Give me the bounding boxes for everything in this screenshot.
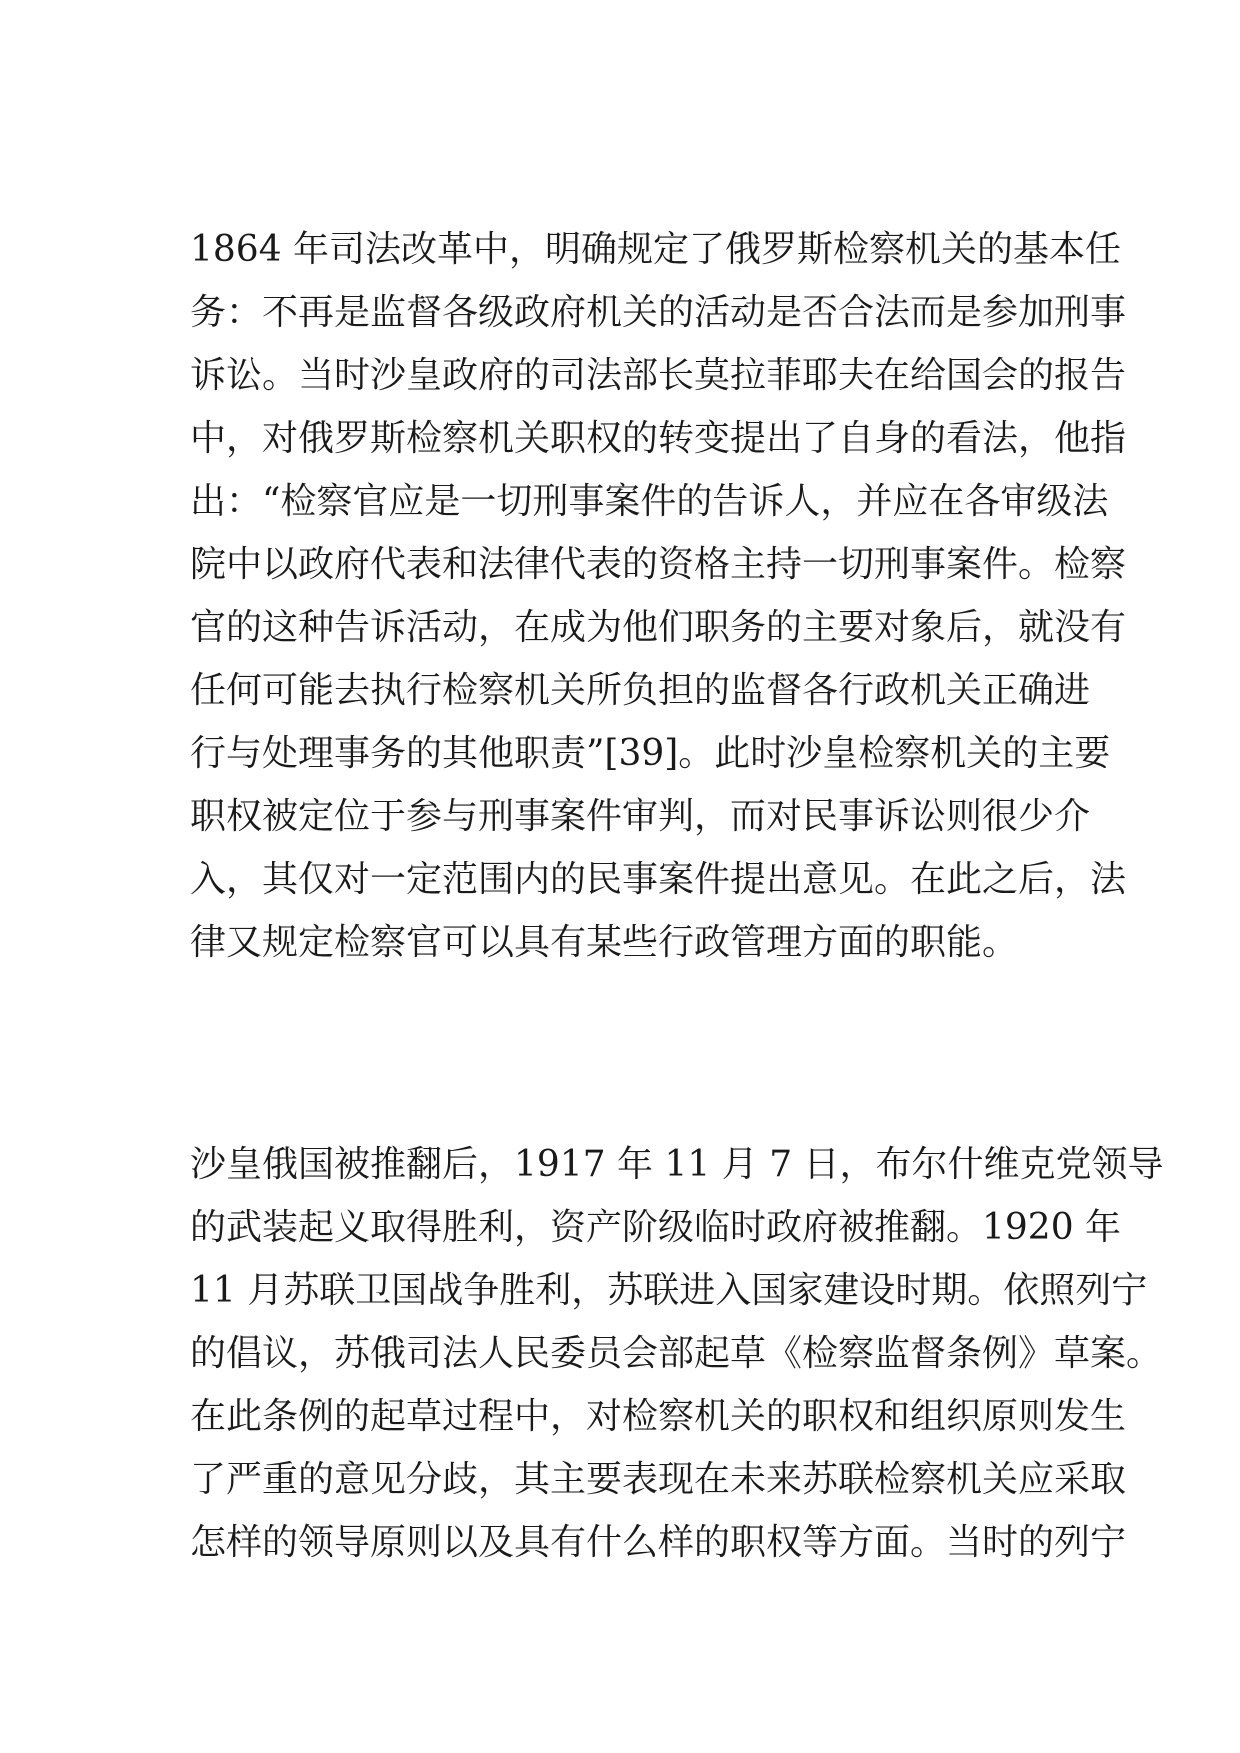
text-line: 行与处理事务的其他职责”[39]。此时沙皇检察机关的主要 — [190, 733, 1111, 774]
text-line: 的武装起义取得胜利，资产阶级临时政府被推翻。1920 年 — [190, 1207, 1122, 1248]
text-line: 律又规定检察官可以具有某些行政管理方面的职能。 — [190, 922, 1019, 963]
text-line: 诉讼。当时沙皇政府的司法部长莫拉菲耶夫在给国会的报告 — [190, 355, 1127, 396]
text-line: 沙皇俄国被推翻后，1917 年 11 月 7 日，布尔什维克党领导 — [190, 1144, 1164, 1185]
text-line: 任何可能去执行检察机关所负担的监督各行政机关正确进 — [190, 670, 1091, 711]
text-line: 职权被定位于参与刑事案件审判，而对民事诉讼则很少介 — [190, 796, 1091, 837]
text-line: 官的这种告诉活动，在成为他们职务的主要对象后，就没有 — [190, 607, 1127, 648]
text-line: 务：不再是监督各级政府机关的活动是否合法而是参加刑事 — [190, 292, 1127, 333]
paragraph-soviet-era — [190, 1133, 1164, 1574]
text-line: 入，其仅对一定范围内的民事案件提出意见。在此之后，法 — [190, 859, 1127, 900]
text-line: 在此条例的起草过程中，对检察机关的职权和组织原则发生 — [190, 1396, 1127, 1437]
text-line: 1864 年司法改革中，明确规定了俄罗斯检察机关的基本任 — [190, 229, 1122, 270]
text-line: 中，对俄罗斯检察机关职权的转变提出了自身的看法，他指 — [190, 418, 1127, 459]
text-line: 11 月苏联卫国战争胜利，苏联进入国家建设时期。依照列宁 — [190, 1270, 1148, 1311]
text-line: 的倡议，苏俄司法人民委员会部起草《检察监督条例》草案。 — [190, 1333, 1163, 1374]
text-line: 出：“检察官应是一切刑事案件的告诉人，并应在各审级法 — [190, 481, 1109, 522]
paragraph-1864-judicial-reform — [190, 218, 1127, 974]
text-line: 怎样的领导原则以及具有什么样的职权等方面。当时的列宁 — [190, 1522, 1127, 1563]
text-line: 院中以政府代表和法律代表的资格主持一切刑事案件。检察 — [190, 544, 1127, 585]
text-line: 了严重的意见分歧，其主要表现在未来苏联检察机关应采取 — [190, 1459, 1127, 1500]
